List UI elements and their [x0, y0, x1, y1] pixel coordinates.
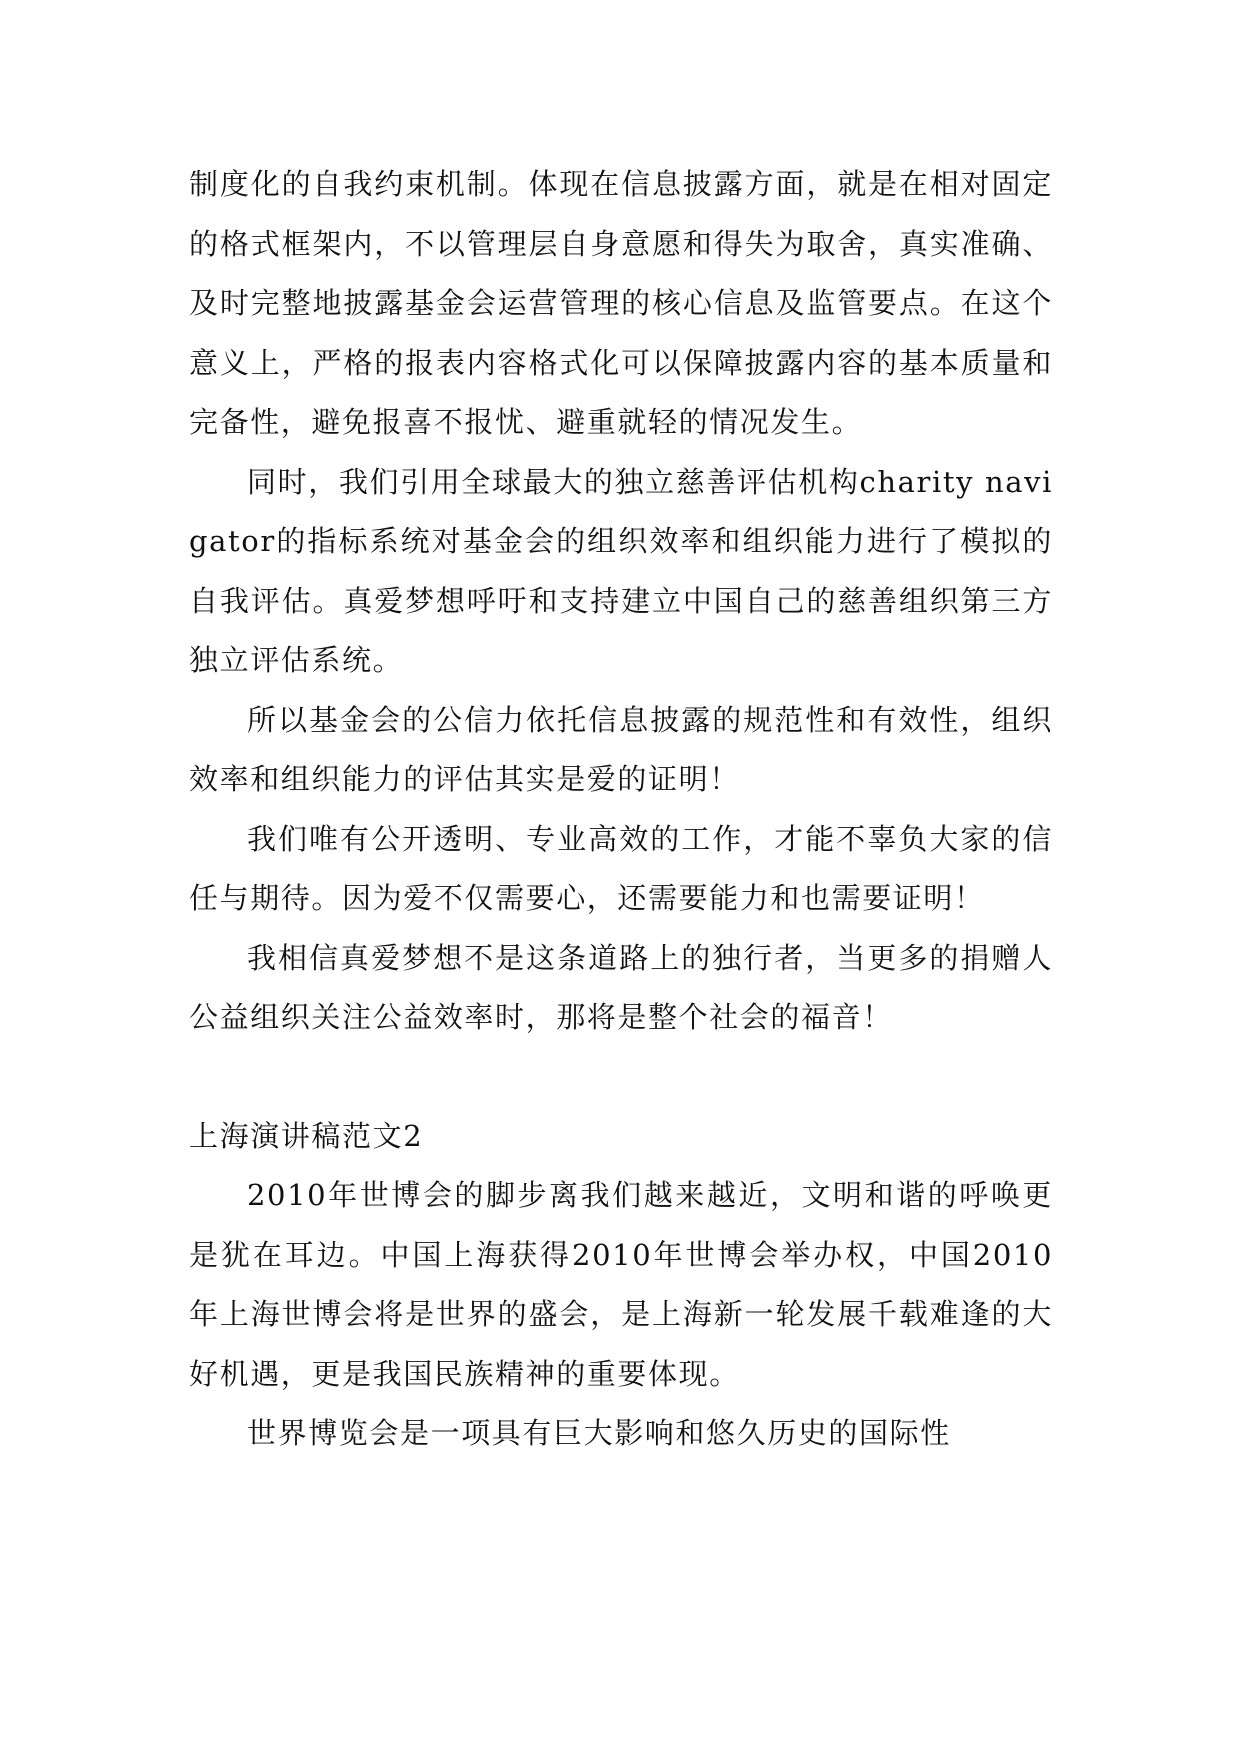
paragraph-charity-navigator: 同时，我们引用全球最大的独立慈善评估机构charity navigator的指标系统对基金会的组织效率和组织能力进行了模拟的自我评估。真爱梦想呼吁和支持建立中国自己的慈善组织第三方独立评估系统。 [189, 464, 1053, 677]
paragraph-conclusion: 我相信真爱梦想不是这条道路上的独行者，当更多的捐赠人公益组织关注公益效率时，那将是整个社会的福音！ [189, 940, 1053, 1034]
document-body [189, 155, 1053, 1464]
paragraph-credibility: 所以基金会的公信力依托信息披露的规范性和有效性，组织效率和组织能力的评估其实是爱的证明！ [189, 702, 1053, 796]
paragraph-expo-intro: 2010年世博会的脚步离我们越来越近，文明和谐的呼唤更是犹在耳边。中国上海获得2010年世博会举办权，中国2010年上海世博会将是世界的盛会，是上海新一轮发展千载难逢的大好机遇，更是我国民族精神的重要体现。 [189, 1178, 1053, 1391]
paragraph-expo-history: 世界博览会是一项具有巨大影响和悠久历史的国际性 [247, 1416, 951, 1450]
section-heading: 上海演讲稿范文2 [189, 1118, 424, 1153]
paragraph-continuation: 制度化的自我约束机制。体现在信息披露方面，就是在相对固定的格式框架内，不以管理层自身意愿和得失为取舍，真实准确、及时完整地披露基金会运营管理的核心信息及监管要点。在这个意义上，严格的报表内容格式化可以保障披露内容的基本质量和完备性，避免报喜不报忧、避重就轻的情况发生。 [189, 167, 1053, 439]
paragraph-transparency: 我们唯有公开透明、专业高效的工作，才能不辜负大家的信任与期待。因为爱不仅需要心，还需要能力和也需要证明！ [189, 821, 1053, 915]
